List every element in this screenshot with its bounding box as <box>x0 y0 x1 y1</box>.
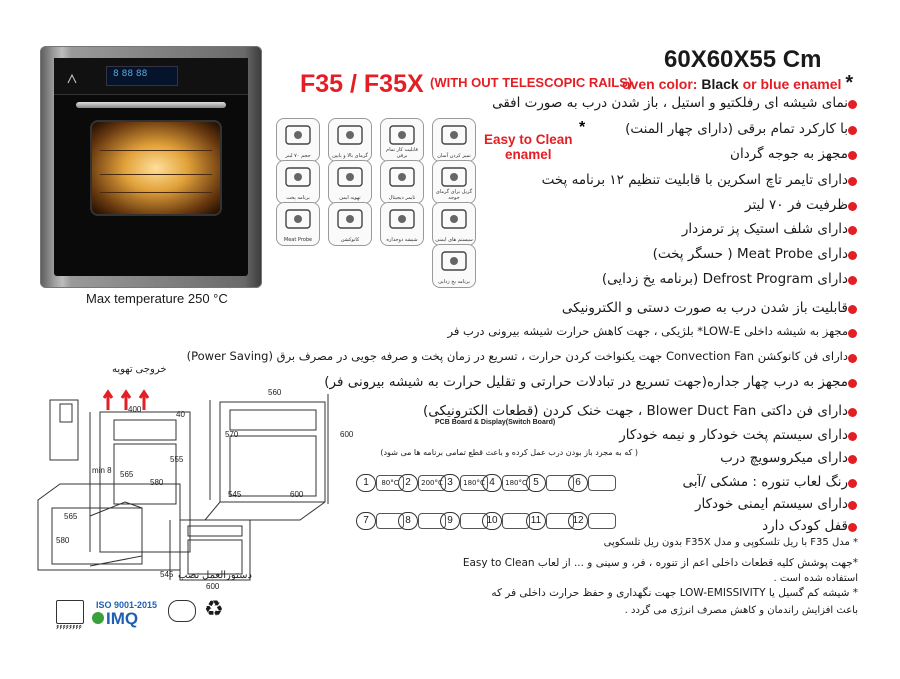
icon-caption: تهویه ایمن <box>339 195 361 201</box>
bullet-icon <box>848 354 857 363</box>
pcb-note: PCB Board & Display(Switch Board) <box>435 419 556 426</box>
feature-item: نمای شیشه ای رفلکتیو و استیل ، باز شدن درب به صورت افقی <box>492 95 848 111</box>
icon-caption: گریل برای گرمای جوجه <box>435 189 473 201</box>
bullet-icon <box>848 100 857 109</box>
program-icon: 180°C <box>460 475 488 491</box>
feature-item: مجهز به جوجه گردان <box>730 146 848 162</box>
dimension-label: 545 <box>228 490 242 499</box>
dimension-label: 600 <box>340 430 354 439</box>
program-number: 2 <box>398 474 418 492</box>
feature-item: دارای سیستم پخت خودکار و نیمه خودکار <box>619 427 848 443</box>
microswitch-note: ( که به مجرد باز بودن درب عمل کرده و باعث قطع تمامی برنامه ها می شود) <box>380 448 638 457</box>
dimension-label: 600 <box>290 490 304 499</box>
volume-icon <box>276 118 320 162</box>
dimension-label: 580 <box>56 536 70 545</box>
icon-caption: قابلیت کار تمام برقی <box>386 147 418 159</box>
program-icon: 80°C <box>376 475 404 491</box>
vent-label: خروجی تهویه <box>112 364 167 375</box>
easy-line1: Easy to Clean <box>484 132 573 147</box>
dimension-label: 560 <box>268 388 282 397</box>
icon-caption: تایمر دیجیتال <box>388 195 416 201</box>
dimension-label: 565 <box>64 512 78 521</box>
program-number: 11 <box>526 512 546 530</box>
program-number: 9 <box>440 512 460 530</box>
feature-item: دارای میکروسویچ درب <box>720 450 848 466</box>
footnote-line: استفاده شده است . <box>773 573 858 584</box>
grill-icon <box>432 160 476 204</box>
oven-color-line <box>622 72 853 95</box>
program-icon <box>276 160 320 204</box>
control-panel <box>54 58 248 95</box>
feature-item: مجهز به درب چهار جداره(جهت تسریع در تبادلات حرارتی و تقلیل حرارت به شیشه بیرونی فر) <box>324 374 848 390</box>
program-icon <box>588 513 616 529</box>
globe-icon <box>92 612 104 624</box>
oven-window <box>90 120 222 216</box>
program-icon: 180°C <box>502 475 530 491</box>
bullet-icon <box>848 408 857 417</box>
color-prefix: oven color: <box>622 76 702 92</box>
bullet-icon <box>848 523 857 532</box>
feature-item: قابلیت باز شدن درب به صورت دستی و الکترونیکی <box>561 300 848 316</box>
footnote-line: * مدل F35 با ریل تلسکوپی و مدل F35X بدون ریل تلسکوپی <box>603 537 858 548</box>
icon-caption: سیستم های ایمنی <box>435 237 473 243</box>
bullet-icon <box>848 126 857 135</box>
icon-caption: گرمای بالا و پایین <box>332 153 368 159</box>
easy-star: * <box>579 119 586 136</box>
icon-caption: حجم ۷۰ لیتر <box>285 153 311 159</box>
icon-caption: برنامه پخت <box>286 195 310 201</box>
program-number: 6 <box>568 474 588 492</box>
feature-item: دارای شلف استیک پز ترمزدار <box>681 221 848 237</box>
color-or: or <box>738 76 761 92</box>
program-number: 12 <box>568 512 588 530</box>
feature-item: ظرفیت فر ۷۰ لیتر <box>745 197 848 213</box>
defrost-icon <box>432 244 476 288</box>
dimension-label: 600 <box>206 582 220 591</box>
cert-badge-icon <box>168 600 196 622</box>
dimension-label: 40 <box>176 410 185 419</box>
fan-icon <box>328 202 372 246</box>
icon-caption: برنامه یخ زدایی <box>438 279 470 285</box>
dimension-label: 555 <box>170 455 184 464</box>
bullet-icon <box>848 432 857 441</box>
feature-item: با کارکرد تمام برقی (دارای چهار المنت) <box>625 121 848 137</box>
program-icon <box>588 475 616 491</box>
clean-icon <box>432 118 476 162</box>
program-icon: 200°C <box>418 475 446 491</box>
dimension-label: 570 <box>225 430 239 439</box>
bullet-icon <box>848 455 857 464</box>
dimension-label: 400 <box>128 405 142 414</box>
bullet-icon <box>848 151 857 160</box>
feature-item: دارای سیستم ایمنی خودکار <box>695 496 848 512</box>
size-title: 60X60X55 Cm <box>664 46 822 73</box>
dimension-label: 565 <box>120 470 134 479</box>
standard-logo-icon <box>56 600 84 624</box>
program-number: 3 <box>440 474 460 492</box>
easy-line2: enamel <box>505 147 552 162</box>
bullet-icon <box>848 305 857 314</box>
bullet-icon <box>848 479 857 488</box>
program-number: 10 <box>482 512 502 530</box>
imq-label: IMQ <box>106 609 139 628</box>
program-number: 4 <box>482 474 502 492</box>
oven-handle <box>76 102 226 108</box>
program-number: 5 <box>526 474 546 492</box>
bullet-icon <box>848 329 857 338</box>
footnote-line: * شیشه کم گسیل یا LOW-EMISSIVITY جهت نگهداری و حفظ حرارت داخلی فر که <box>491 587 858 599</box>
oven-display <box>106 66 178 86</box>
display-digits: 8 88 88 <box>113 69 148 79</box>
program-number: 7 <box>356 512 376 530</box>
iso-label: ISO 9001-2015 <box>96 600 158 610</box>
footnote-line: *جهت پوشش کلیه قطعات داخلی اعم از تنوره ، فر، و سینی و ... از لعاب Easy to Clean <box>462 557 858 569</box>
heat-icon <box>328 118 372 162</box>
safety-icon <box>432 202 476 246</box>
program-number: 1 <box>356 474 376 492</box>
feature-item: دارای فن کانوکشن Convection Fan جهت یکنواخت کردن حرارت ، تسریع در زمان پخت و صرفه جویی در مصرف برق (Power Saving) <box>186 349 848 363</box>
bullet-icon <box>848 177 857 186</box>
color-black: Black <box>701 76 739 92</box>
brand-logo-icon <box>66 70 78 82</box>
icon-caption: Meat Probe <box>283 237 313 243</box>
dimension-label: 580 <box>150 478 164 487</box>
oven-image <box>40 46 262 288</box>
icon-caption: کانوکشن <box>340 237 360 243</box>
standard-number: ۶۶۶۶۶۶۶۶ <box>56 625 82 631</box>
feature-item: دارای Defrost Program (برنامه یخ زدایی) <box>601 271 848 287</box>
probe-icon <box>276 202 320 246</box>
vent-icon <box>328 160 372 204</box>
model-title: F35 / F35X <box>300 70 424 98</box>
bullet-icon <box>848 276 857 285</box>
model-note: (WITH OUT TELESCOPIC RAILS) <box>430 75 633 90</box>
feature-item: دارای فن داکتی Blower Duct Fan ، جهت خنک کردن (قطعات الکترونیکی) <box>422 403 848 419</box>
glass-icon <box>380 202 424 246</box>
installation-diagram <box>30 380 350 630</box>
recycle-icon: ♻ <box>204 597 224 622</box>
program-number: 8 <box>398 512 418 530</box>
feature-item: دارای Meat Probe ( حسگر پخت) <box>652 246 848 262</box>
feature-item: قفل کودک دارد <box>762 518 848 534</box>
bullet-icon <box>848 202 857 211</box>
dimension-label: min 8 <box>92 466 112 475</box>
feature-item: مجهز به شیشه داخلی LOW-E* بلژیکی ، جهت کاهش حرارت شیشه بیرونی درب فر <box>447 324 848 338</box>
max-temperature: Max temperature 250 °C <box>86 291 228 306</box>
timer-icon <box>380 160 424 204</box>
bullet-icon <box>848 251 857 260</box>
color-blue: blue enamel <box>760 76 842 92</box>
footnote-line: باعث افزایش راندمان و کاهش مصرف انرژی می گردد . <box>624 605 858 616</box>
install-label: دستورالعمل نصب <box>178 570 252 581</box>
bullet-icon <box>848 501 857 510</box>
icon-caption: شیشه دوجداره <box>386 237 418 243</box>
feature-item: رنگ لعاب تنوره : مشکی /آبی <box>682 474 848 490</box>
color-star: * <box>845 72 854 94</box>
bullet-icon <box>848 379 857 388</box>
feature-item: دارای تایمر تاچ اسکرین با قابلیت تنظیم ۱۲ برنامه پخت <box>541 172 848 188</box>
electric-icon <box>380 118 424 162</box>
dimension-label: 545 <box>160 570 174 579</box>
bullet-icon <box>848 226 857 235</box>
easy-clean-label <box>484 119 586 162</box>
icon-caption: تمیز کردن آسان <box>437 153 471 159</box>
